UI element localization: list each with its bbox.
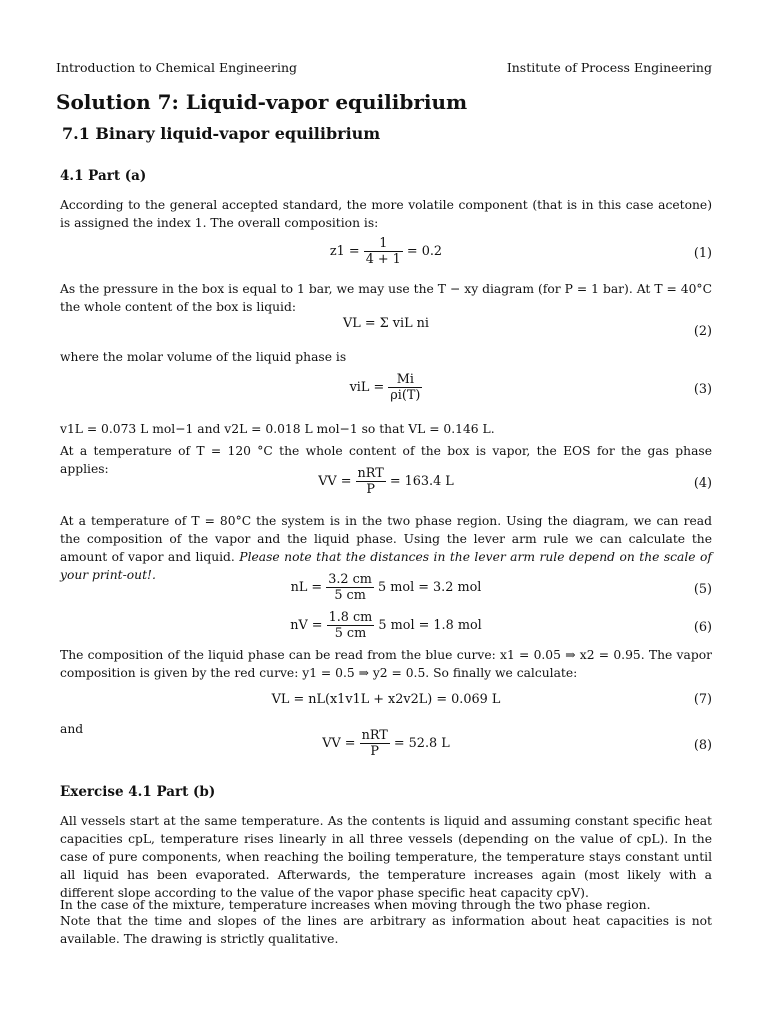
equation-3: [60, 372, 712, 412]
eq7-text: VL = nL(x1v1L + x2v2L) = 0.069 L: [271, 692, 501, 707]
eq8-number: (8): [693, 738, 712, 753]
page-title: Solution 7: Liquid-vapor equilibrium: [56, 90, 468, 114]
eq6-fraction: [327, 610, 375, 641]
two-phase-text: At a temperature of T = 80°C the system is in the two phase region. Using the diagram, we can read the composition of the vapor and the liquid phase. Using the lever arm rule we can calculate the amount of vapor and liquid.: [60, 514, 712, 564]
header-institute: Institute of Process Engineering: [506, 60, 712, 75]
eq8-lhs: VV =: [322, 736, 356, 751]
eq3-numerator: Mi: [388, 372, 422, 388]
eq1-numerator: 1: [364, 236, 403, 252]
page-header: [56, 60, 712, 75]
eq1-denominator: 4 + 1: [365, 252, 401, 267]
eq4-rhs: = 163.4 L: [389, 474, 454, 489]
eq6-lhs: nV =: [290, 618, 323, 633]
equation-4: [60, 466, 712, 506]
paragraph-molar-volume: where the molar volume of the liquid phase is: [60, 350, 347, 364]
eq8-fraction: [360, 728, 390, 759]
equation-1: [60, 236, 712, 276]
eq4-lhs: VV =: [318, 474, 352, 489]
eq4-fraction: [356, 466, 386, 497]
paragraph-pressure: As the pressure in the box is equal to 1 bar, we may use the T − xy diagram (for P = 1 bar). At T = 40°C the whole content of the box is liquid:: [60, 282, 712, 314]
lever-arm-note: Please note that the distances in the lever arm rule depend on the scale of your print-out!.: [60, 550, 712, 582]
eq5-lhs: nL =: [290, 580, 323, 595]
eq5-number: (5): [693, 582, 712, 597]
paragraph-intro: According to the general accepted standard, the more volatile component (that is in this case acetone) is assigned the index 1. The overall composition is:: [60, 198, 712, 230]
section-title: 7.1 Binary liquid-vapor equilibrium: [62, 124, 381, 143]
eq1-rhs: = 0.2: [406, 244, 443, 259]
equation-6: [60, 610, 712, 650]
eq8-rhs: = 52.8 L: [393, 736, 450, 751]
paragraph-qualitative: Note that the time and slopes of the lines are arbitrary as information about heat capacities is not available. The drawing is strictly qualitative.: [60, 914, 712, 946]
eq2-number: (2): [693, 324, 712, 339]
eq6-denominator: 5 cm: [334, 626, 367, 641]
part-a-heading: 4.1 Part (a): [60, 168, 147, 184]
paragraph-vapor-temp: At a temperature of T = 120 °C the whole content of the box is vapor, the EOS for the gas phase applies:: [60, 444, 712, 476]
and-word: and: [60, 722, 84, 736]
eq3-lhs: viL =: [349, 380, 385, 395]
eq1-lhs: z1 =: [329, 244, 360, 259]
header-course: Introduction to Chemical Engineering: [56, 60, 297, 75]
eq5-denominator: 5 cm: [334, 588, 366, 603]
eq5-rhs: 5 mol = 3.2 mol: [378, 580, 482, 595]
eq8-denominator: P: [370, 744, 380, 759]
equation-5: [60, 572, 712, 612]
eq1-number: (1): [693, 246, 712, 261]
eq4-numerator: nRT: [357, 466, 384, 481]
eq6-rhs: 5 mol = 1.8 mol: [378, 618, 482, 633]
eq3-number: (3): [693, 382, 712, 397]
eq1-fraction: [364, 236, 403, 267]
eq5-fraction: [326, 572, 374, 603]
paragraph-part-b: All vessels start at the same temperature. As the contents is liquid and assuming constant specific heat capacities cpL, temperature rises linearly in all three vessels (depending on the value of cpL). In the case of pure components, when reaching the boiling temperature, the temperature stays constant until all liquid has been evaporated. Afterwards, the temperature increases again (most likely with a different slope according to the value of the vapor phase specific heat capacity cpV).: [60, 814, 712, 900]
eq3-fraction: [388, 372, 422, 403]
part-b-heading: Exercise 4.1 Part (b): [60, 784, 216, 800]
equation-8: [60, 728, 712, 768]
paragraph-liquid-values: v1L = 0.073 L mol−1 and v2L = 0.018 L mol−1 so that VL = 0.146 L.: [60, 422, 495, 436]
eq6-numerator: 1.8 cm: [328, 610, 373, 625]
eq5-numerator: 3.2 cm: [328, 572, 372, 587]
paragraph-composition: The composition of the liquid phase can be read from the blue curve: x1 = 0.05 ⇒ x2 = 0.95. The vapor composition is given by the red curve: y1 = 0.5 ⇒ y2 = 0.5. So finally we calculate:: [60, 648, 712, 680]
eq2-text: VL = Σ viL ni: [343, 316, 429, 331]
eq4-denominator: P: [366, 482, 375, 497]
eq6-number: (6): [693, 620, 712, 635]
eq7-number: (7): [693, 692, 712, 707]
paragraph-mixture: In the case of the mixture, temperature increases when moving through the two phase region.: [60, 898, 651, 912]
eq4-number: (4): [693, 476, 712, 491]
eq8-numerator: nRT: [361, 728, 388, 743]
eq3-denominator: ρi(T): [390, 388, 421, 403]
